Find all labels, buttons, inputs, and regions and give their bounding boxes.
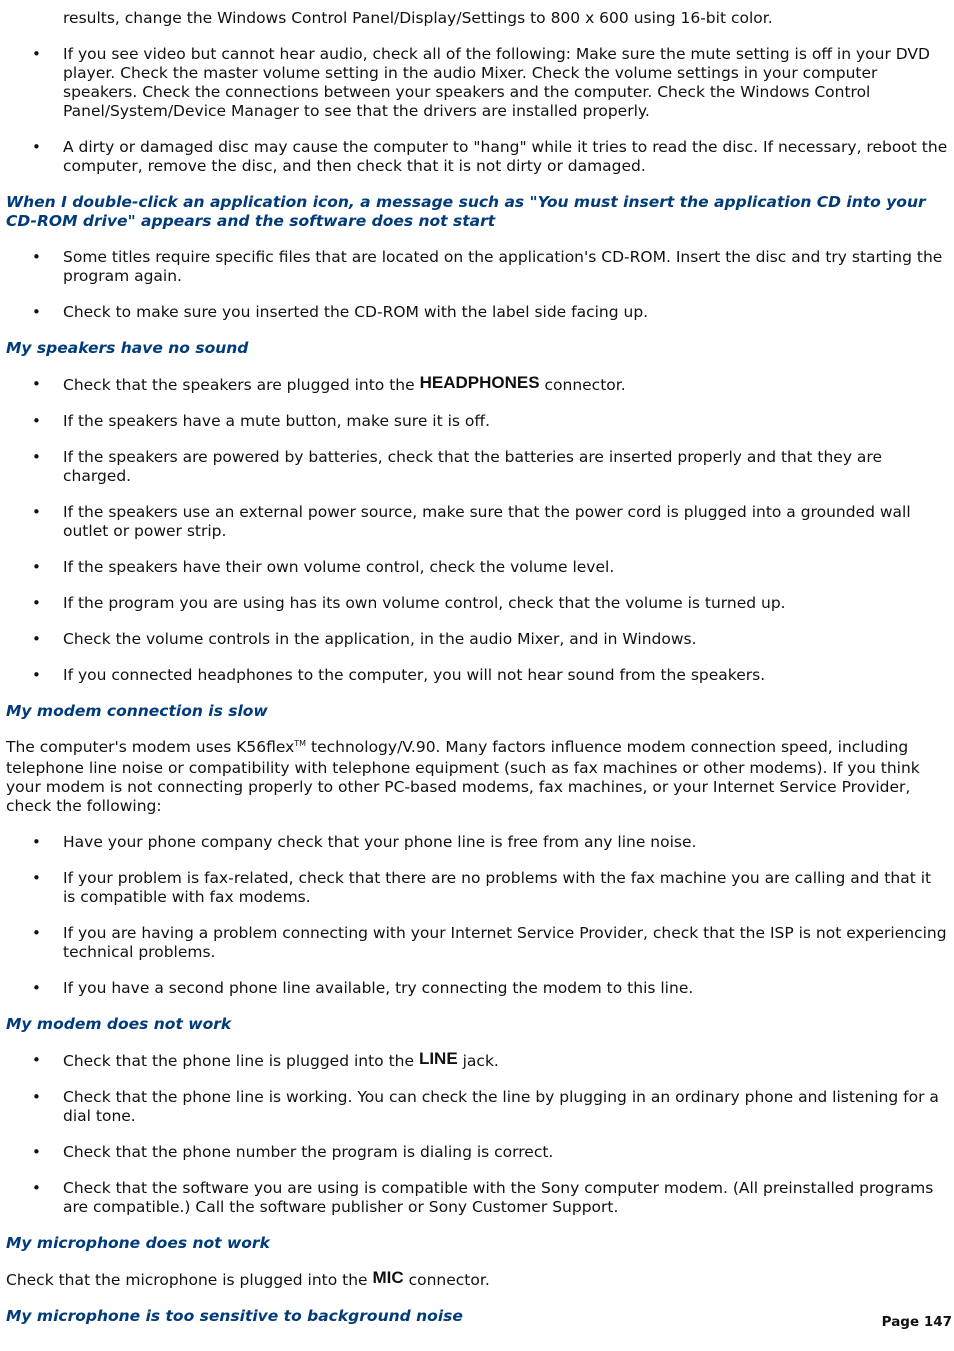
list-item: • If the program you are using has its own volume control, check that the volume is turned up. <box>6 594 948 613</box>
list-item: • Have your phone company check that your phone line is free from any line noise. <box>6 833 948 852</box>
list-item <box>6 375 948 395</box>
list-item: • If the speakers have their own volume control, check the volume level. <box>6 558 948 577</box>
list-item-text: connector. <box>539 376 626 394</box>
list-item: • If your problem is fax-related, check that there are no problems with the fax machine you are calling and that it is compatible with fax modems. <box>6 869 948 907</box>
list-item: • Check that the software you are using is compatible with the Sony computer modem. (All preinstalled programs are compatible.) Call the software publisher or Sony Customer Support. <box>6 1179 948 1217</box>
content-flow <box>6 45 948 1343</box>
list-item: • If the speakers use an external power source, make sure that the power cord is plugged into a grounded wall outlet or power strip. <box>6 503 948 541</box>
list-item: • If you have a second phone line available, try connecting the modem to this line. <box>6 979 948 998</box>
mic-port-label: MIC <box>372 1268 404 1287</box>
intro-continuation: results, change the Windows Control Panel/Display/Settings to 800 x 600 using 16-bit color. <box>63 9 773 27</box>
section-heading-modem-not-work: My modem does not work <box>6 1015 232 1033</box>
modem-slow-bullet-list <box>6 833 948 998</box>
app-cd-bullet-list <box>6 248 948 322</box>
line-port-label: LINE <box>418 1049 458 1068</box>
speakers-bullet-list <box>6 375 948 685</box>
section-heading-app-cd: When I double-click an application icon, a message such as "You must insert the application CD into your CD-ROM drive" appears and the software does not start <box>6 193 926 230</box>
list-item: • Check that the phone line is working. You can check the line by plugging in an ordinary phone and listening for a dial tone. <box>6 1088 948 1126</box>
paragraph-text: connector. <box>403 1271 490 1289</box>
list-item: • Check the volume controls in the application, in the audio Mixer, and in Windows. <box>6 630 948 649</box>
modem-not-work-bullet-list <box>6 1051 948 1217</box>
paragraph-text: technology/V.90. Many factors influence modem connection speed, including telephone line noise or compatibility with telephone equipment (such as fax machines or other modems). If you think your modem is not connecting properly to other PC-based modems, fax machines, or your Internet Service Provider, check the following: <box>6 738 920 815</box>
trademark-mark: TM <box>294 739 307 748</box>
list-item: • Some titles require specific files that are located on the application's CD-ROM. Insert the disc and try starting the program again. <box>6 248 948 286</box>
list-item-text: jack. <box>457 1052 499 1070</box>
list-item: • Check to make sure you inserted the CD-ROM with the label side facing up. <box>6 303 948 322</box>
headphones-port-label: HEADPHONES <box>419 373 540 392</box>
list-item: • A dirty or damaged disc may cause the computer to "hang" while it tries to read the disc. If necessary, reboot the computer, remove the disc, and then check that it is not dirty or damaged. <box>6 138 948 176</box>
modem-slow-paragraph <box>6 738 948 816</box>
section-heading-mic-noise: My microphone is too sensitive to background noise <box>6 1307 463 1325</box>
section-heading-modem-slow: My modem connection is slow <box>6 702 268 720</box>
list-item <box>6 1051 948 1071</box>
page-number: Page 147 <box>881 1314 952 1330</box>
list-item-text: Check that the speakers are plugged into the <box>63 376 420 394</box>
list-item: • If you are having a problem connecting with your Internet Service Provider, check that the ISP is not experiencing technical problems. <box>6 924 948 962</box>
section-heading-speakers: My speakers have no sound <box>6 339 249 357</box>
list-item: • If the speakers have a mute button, make sure it is off. <box>6 412 948 431</box>
list-item: • If the speakers are powered by batteries, check that the batteries are inserted properly and that they are charged. <box>6 448 948 486</box>
intro-bullet-list <box>6 45 948 176</box>
microphone-paragraph <box>6 1270 948 1290</box>
list-item: • If you see video but cannot hear audio, check all of the following: Make sure the mute setting is off in your DVD player. Check the master volume setting in the audio Mixer. Check the volume settings in your computer speakers. Check the connections between your speakers and the computer. Check the Windows Control Panel/System/Device Manager to see that the drivers are installed properly. <box>6 45 948 121</box>
list-item: • If you connected headphones to the computer, you will not hear sound from the speakers. <box>6 666 948 685</box>
list-item-text: Check that the phone line is plugged into the <box>63 1052 419 1070</box>
paragraph-text: Check that the microphone is plugged into the <box>6 1271 373 1289</box>
section-heading-microphone: My microphone does not work <box>6 1234 270 1252</box>
paragraph-text: The computer's modem uses K56flex <box>6 738 295 756</box>
list-item: • Check that the phone number the program is dialing is correct. <box>6 1143 948 1162</box>
